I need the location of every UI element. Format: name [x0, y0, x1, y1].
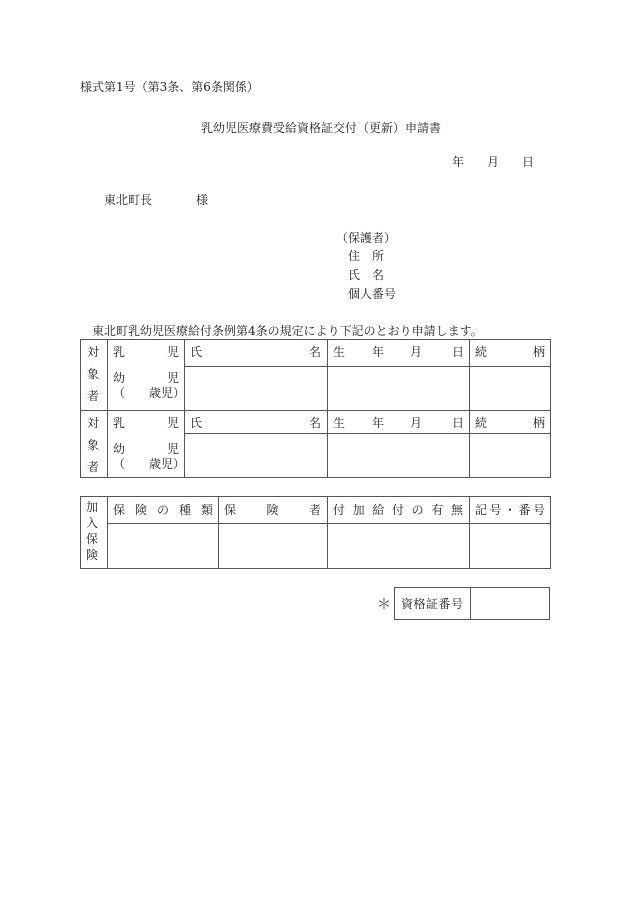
- table-border: [80, 410, 81, 477]
- form-title: 乳幼児医療費受給資格証交付（更新）申請書: [201, 121, 442, 135]
- table-border: [80, 496, 81, 568]
- subject-side-label: 者: [87, 460, 100, 474]
- table-border: [80, 496, 551, 497]
- infant-label: 乳児: [113, 345, 179, 359]
- symbol-number-field[interactable]: [470, 524, 550, 568]
- subject-birthdate-field[interactable]: [328, 367, 468, 410]
- table-border: [550, 496, 551, 568]
- relation-header: 続柄: [475, 416, 545, 430]
- subject-side-label: 者: [87, 389, 100, 403]
- insurer-field[interactable]: [219, 524, 327, 568]
- insurance-type-field[interactable]: [108, 524, 218, 568]
- birth-date-header: 年: [372, 416, 385, 430]
- addressee: 東北町長: [104, 193, 153, 207]
- subject-side-label: 象: [87, 367, 100, 381]
- insurance-side-label: 入: [86, 516, 99, 530]
- table-border: [550, 410, 551, 477]
- table-border: [80, 339, 81, 410]
- infant-label: 乳児: [113, 416, 179, 430]
- honorific: 様: [196, 193, 209, 207]
- intro-text: 東北町乳幼児医療給付条例第4条の規定により下記のとおり申請します。: [92, 324, 483, 338]
- relation-header: 続柄: [475, 345, 545, 359]
- subject-name-field[interactable]: [185, 367, 326, 410]
- birth-date-header: 生: [333, 345, 346, 359]
- birth-date-header: 年: [372, 345, 385, 359]
- table-border: [550, 339, 551, 410]
- date-year: 年: [452, 155, 465, 169]
- table-border: [80, 477, 551, 478]
- table-border: [107, 339, 108, 410]
- certificate-number-field[interactable]: [471, 588, 549, 619]
- insurance-side-label: 保: [86, 532, 99, 546]
- applicant-heading: （保護者）: [336, 231, 397, 245]
- insurance-side-label: 加: [86, 500, 99, 514]
- subject-side-label: 象: [87, 438, 100, 452]
- certificate-number-box: [394, 587, 550, 620]
- insurer-header: 保険者: [224, 503, 321, 517]
- subject-side-label: 対: [87, 416, 100, 430]
- birth-date-header: 生: [333, 416, 346, 430]
- symbol-number-header: 記号・番号: [475, 503, 545, 517]
- age-label: （ 歳児）: [113, 457, 186, 471]
- subject-relation-field[interactable]: [470, 367, 550, 410]
- additional-benefit-field[interactable]: [328, 524, 469, 568]
- date-day: 日: [522, 155, 535, 169]
- birth-date-header: 日: [452, 416, 465, 430]
- name-label: 氏 名: [348, 268, 385, 282]
- table-border: [80, 568, 551, 569]
- insurance-type-header: 保険の種類: [113, 503, 213, 517]
- table-border: [80, 410, 551, 411]
- asterisk: ＊: [377, 597, 391, 613]
- toddler-label: 幼児: [113, 371, 179, 385]
- toddler-label: 幼児: [113, 442, 179, 456]
- subject-relation-field[interactable]: [470, 434, 550, 477]
- insurance-side-label: 険: [86, 548, 99, 562]
- certificate-number-label: 資格証番号: [401, 597, 463, 611]
- birth-date-header: 日: [452, 345, 465, 359]
- birth-date-header: 月: [410, 345, 423, 359]
- age-label: （ 歳児）: [113, 386, 186, 400]
- name-header: 氏名: [190, 345, 321, 359]
- table-border: [107, 410, 108, 477]
- subject-name-field[interactable]: [185, 434, 326, 477]
- subject-side-label: 対: [87, 345, 100, 359]
- additional-benefit-header: 付加給付の有無: [333, 503, 463, 517]
- name-header: 氏名: [190, 416, 321, 430]
- subject-birthdate-field[interactable]: [328, 434, 468, 477]
- form-number: 様式第1号（第3条、第6条関係）: [80, 80, 259, 94]
- date-month: 月: [487, 155, 500, 169]
- table-border: [80, 339, 551, 340]
- birth-date-header: 月: [410, 416, 423, 430]
- id-number-label: 個人番号: [348, 287, 397, 301]
- address-label: 住 所: [348, 249, 385, 263]
